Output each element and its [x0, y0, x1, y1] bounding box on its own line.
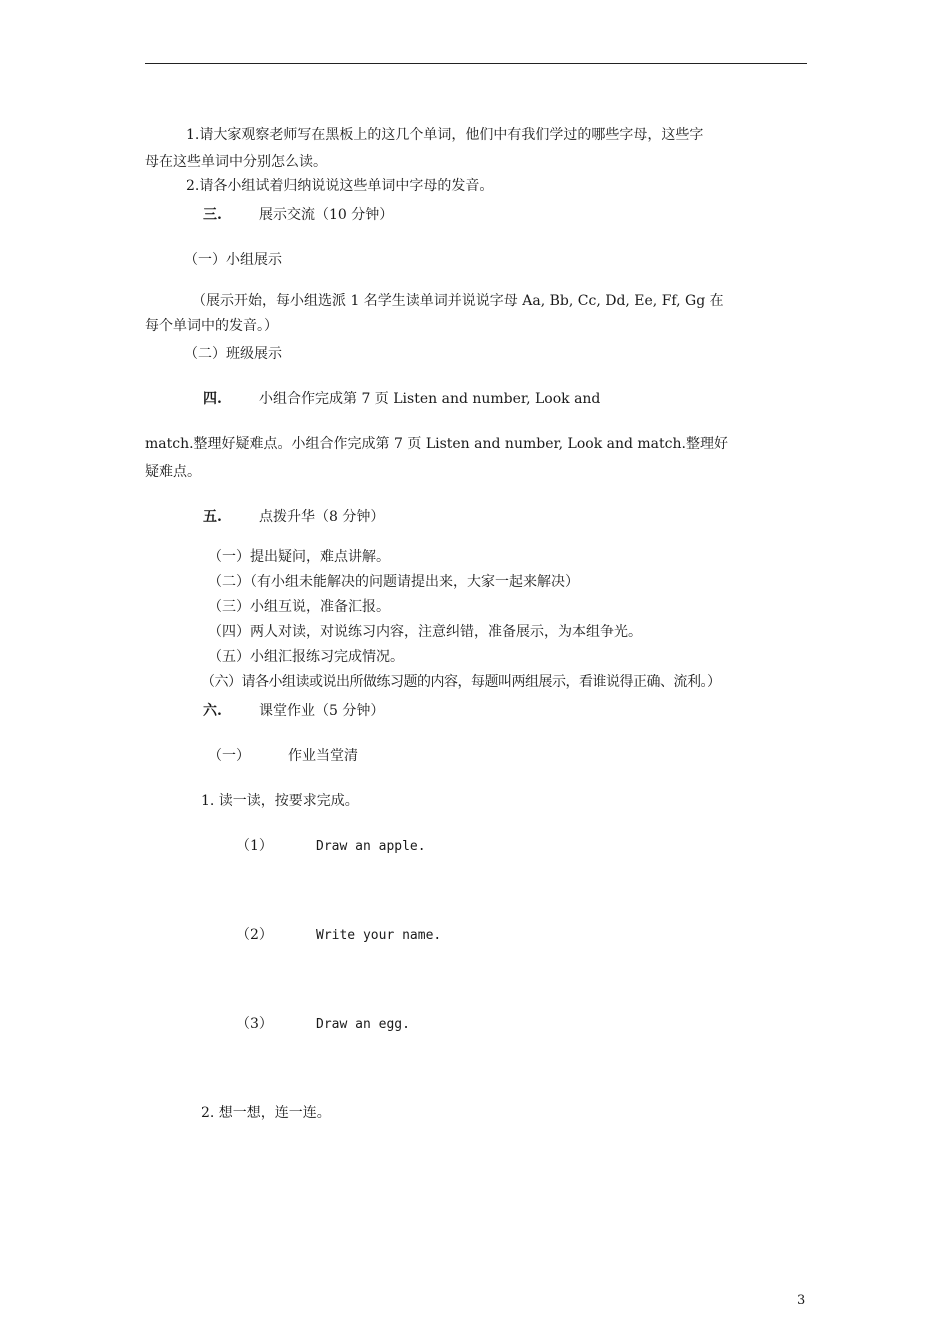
- section-5-item: （一）提出疑问，难点讲解。: [208, 549, 390, 565]
- section-4-title: 小组合作完成第 7 页 Listen and number, Look and: [259, 391, 601, 407]
- section-6-sub-title: 作业当堂清: [288, 748, 358, 764]
- paragraph-1-line-2: 母在这些单词中分别怎么读。: [145, 154, 327, 170]
- section-5-item: （二）（有小组未能解决的问题请提出来，大家一起来解决）: [208, 574, 579, 590]
- section-5-item: （五）小组汇报练习完成情况。: [208, 649, 404, 665]
- question-1-item-number: （2）: [236, 927, 273, 943]
- question-1-item-number: （3）: [236, 1016, 273, 1032]
- section-4-continuation-line-1: match.整理好疑难点。小组合作完成第 7 页 Listen and number, Look and match.整理好: [145, 436, 728, 452]
- question-1: 1. 读一读，按要求完成。: [201, 793, 359, 809]
- section-5-title: 点拨升华（8 分钟）: [259, 509, 385, 525]
- section-5-item: （四）两人对读，对说练习内容，注意纠错，准备展示，为本组争光。: [208, 624, 642, 640]
- page-number: 3: [797, 1293, 806, 1308]
- section-3-number: 三.: [203, 207, 222, 223]
- section-3-note-line-2: 每个单词中的发音。）: [145, 318, 278, 334]
- section-6-title: 课堂作业（5 分钟）: [259, 703, 385, 719]
- section-4-continuation-line-2: 疑难点。: [145, 464, 201, 480]
- section-5-item: （三）小组互说，准备汇报。: [208, 599, 390, 615]
- section-6-sub-number: （一）: [208, 748, 250, 764]
- section-6-number: 六.: [203, 703, 222, 719]
- question-1-item-text: Draw an apple.: [316, 839, 426, 854]
- section-3-title: 展示交流（10 分钟）: [259, 207, 394, 223]
- section-3-sub-1: （一）小组展示: [184, 252, 282, 268]
- section-3-note-line-1: （展示开始，每小组选派 1 名学生读单词并说说字母 Aa, Bb, Cc, Dd, Ee, Ff, Gg 在: [192, 293, 724, 309]
- section-4-number: 四.: [203, 391, 222, 407]
- question-1-item-text: Write your name.: [316, 928, 442, 943]
- section-3-sub-2: （二）班级展示: [184, 346, 282, 362]
- header-rule: [145, 63, 807, 64]
- section-5-number: 五.: [203, 509, 222, 525]
- paragraph-2: 2.请各小组试着归纳说说这些单词中字母的发音。: [186, 178, 494, 194]
- paragraph-1-line-1: 1.请大家观察老师写在黑板上的这几个单词，他们中有我们学过的哪些字母，这些字: [186, 127, 704, 143]
- question-1-item-number: （1）: [236, 838, 273, 854]
- question-1-item-text: Draw an egg.: [316, 1017, 410, 1032]
- question-2: 2. 想一想，连一连。: [201, 1105, 331, 1121]
- section-5-item: （六）请各小组读或说出所做练习题的内容，每题叫两组展示，看谁说得正确、流利。）: [201, 674, 721, 690]
